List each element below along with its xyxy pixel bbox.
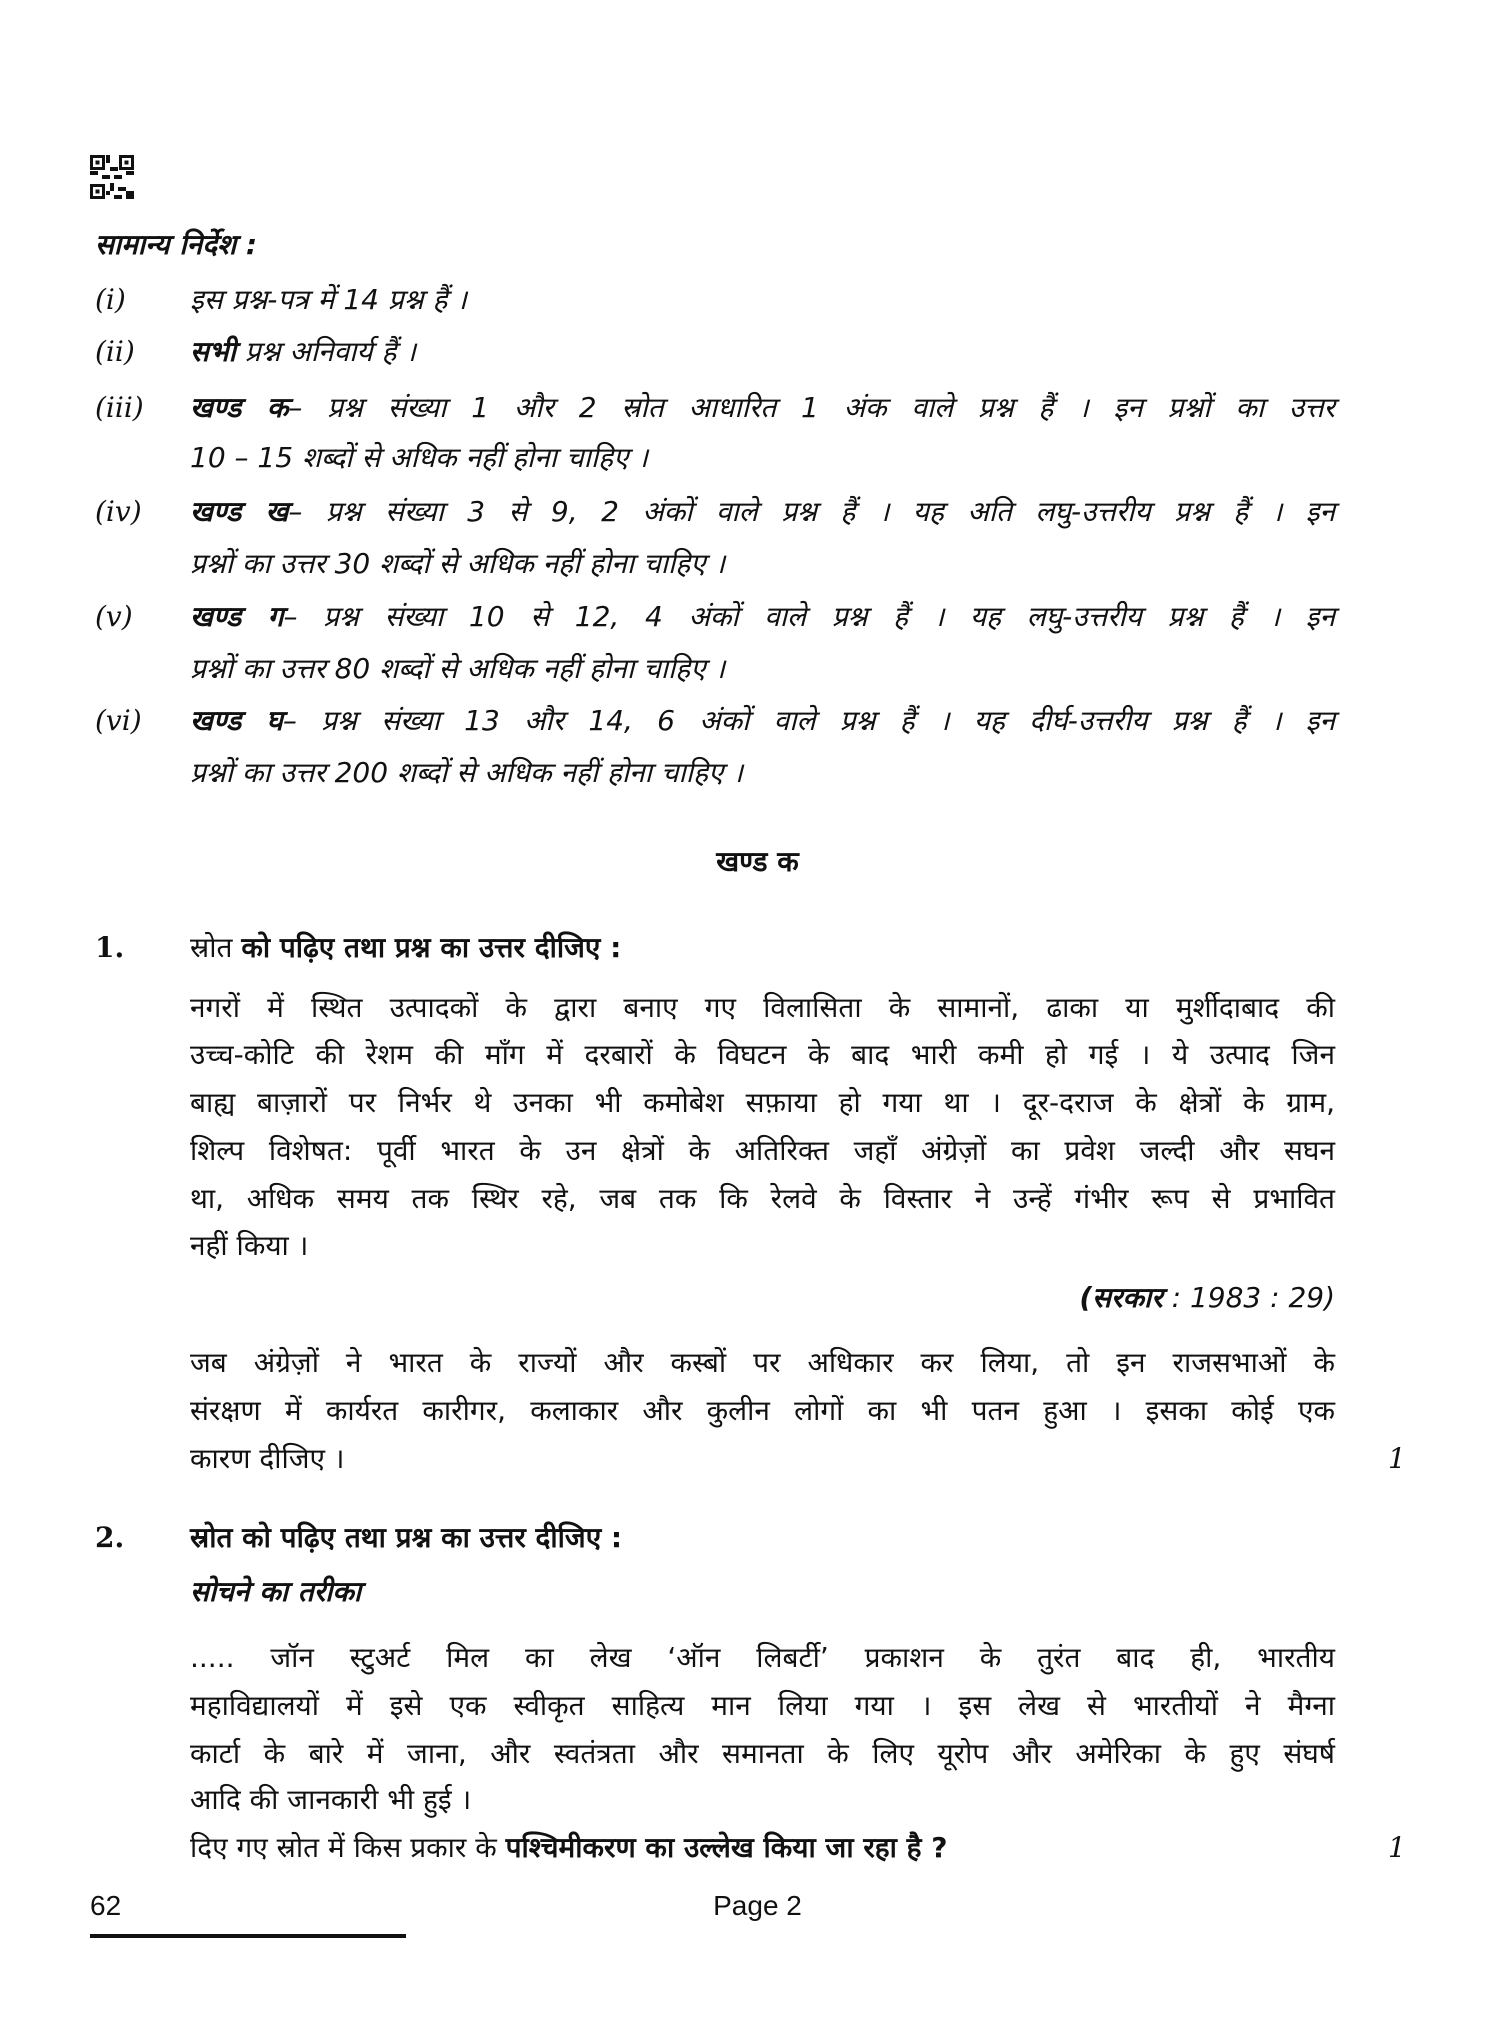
paper-code: 62 [90, 1890, 122, 1921]
instruction-text: इस प्रश्न-पत्र में 14 प्रश्न हैं । [190, 283, 467, 316]
instruction-line [190, 492, 1335, 532]
marks: 1 [1388, 1442, 1406, 1475]
instruction-lead: खण्ड ग [190, 600, 284, 633]
instruction-line [190, 649, 725, 689]
section-title: खण्ड क [716, 845, 799, 878]
source-line: नगरों में स्थित उत्पादकों के द्वारा बनाए गए विलासिता के सामानों, ढाका या मुर्शीदाबाद की [190, 991, 1335, 1024]
question-number: 2. [95, 1521, 125, 1554]
marks: 1 [1388, 1831, 1406, 1864]
instruction-line [190, 438, 648, 478]
source-line: ..... जॉन स्टुअर्ट मिल का लेख ‘ऑन लिबर्टी’ प्रकाशन के तुरंत बाद ही, भारतीय [190, 1641, 1335, 1674]
citation-year: : 1983 : 29) [1162, 1281, 1335, 1314]
instruction-line [190, 544, 725, 584]
source-line: महाविद्यालयों में इसे एक स्वीकृत साहित्य मान लिया गया । इस लेख से भारतीयों ने मैग्ना [190, 1689, 1335, 1722]
instruction-text: प्रश्नों का उत्तर 80 शब्दों से अधिक नहीं होना चाहिए । [190, 652, 726, 685]
question-line: कारण दीजिए । [190, 1442, 345, 1475]
instruction-lead: खण्ड ख [190, 495, 289, 528]
instruction-line [190, 332, 416, 372]
source-citation [1079, 1278, 1335, 1318]
instruction-lead: खण्ड क [190, 391, 289, 424]
instruction-text: प्रश्नों का उत्तर 200 शब्दों से अधिक नहीं होना चाहिए । [190, 756, 743, 789]
question-text: दिए गए स्रोत में किस प्रकार के [190, 1831, 506, 1864]
instruction-text: 10 – 15 शब्दों से अधिक नहीं होना चाहिए । [190, 441, 648, 474]
instruction-text: – प्रश्न संख्या 3 से 9, 2 अंकों वाले प्रश्न हैं । यह अति लघु-उत्तरीय प्रश्न हैं । इन [288, 495, 1335, 528]
instruction-line [190, 388, 1335, 428]
source-line: उच्च-कोटि की रेशम की माँग में दरबारों के विघटन के बाद भारी कमी हो गई । ये उत्पाद जिन [190, 1038, 1335, 1071]
instruction-text: प्रश्न अनिवार्य हैं । [235, 335, 416, 368]
instruction-text: – प्रश्न संख्या 13 और 14, 6 अंकों वाले प्रश्न हैं । यह दीर्घ-उत्तरीय प्रश्न हैं । इन [282, 704, 1336, 737]
instruction-number: (iv) [95, 495, 142, 528]
instructions-title: सामान्य निर्देश : [95, 228, 258, 261]
question-prompt: स्रोत को पढ़िए तथा प्रश्न का उत्तर दीजिए : [190, 1521, 623, 1554]
source-line: शिल्प विशेषत: पूर्वी भारत के उन क्षेत्रों के अतिरिक्त जहाँ अंग्रेज़ों का प्रवेश जल्दी और सघन [190, 1134, 1335, 1167]
instruction-number: (v) [95, 600, 133, 633]
source-heading: सोचने का तरीका [190, 1575, 362, 1608]
instruction-line [190, 753, 743, 793]
source-line: आदि की जानकारी भी हुई । [190, 1783, 472, 1816]
prompt-text: स्रोत [190, 931, 242, 964]
qr-code [90, 155, 134, 199]
instruction-number: (iii) [95, 391, 144, 424]
source-line: कार्टा के बारे में जाना, और स्वतंत्रता और समानता के लिए यूरोप और अमेरिका के हुए संघर्ष [190, 1737, 1335, 1770]
instruction-number: (ii) [95, 335, 135, 368]
citation-author: (सरकार [1079, 1281, 1163, 1314]
instruction-line [190, 701, 1335, 741]
footer-rule [90, 1934, 406, 1938]
question-line: संरक्षण में कार्यरत कारीगर, कलाकार और कुलीन लोगों का भी पतन हुआ । इसका कोई एक [190, 1394, 1335, 1427]
question-number: 1. [95, 931, 125, 964]
question-line [190, 1828, 948, 1868]
page-number: Page 2 [713, 1890, 802, 1921]
instruction-line [190, 280, 467, 320]
source-line: नहीं किया । [190, 1229, 309, 1262]
instruction-lead: सभी [190, 335, 236, 368]
question-line: जब अंग्रेज़ों ने भारत के राज्यों और कस्बों पर अधिकार कर लिया, तो इन राजसभाओं के [190, 1346, 1335, 1379]
prompt-text-bold: को पढ़िए तथा प्रश्न का उत्तर दीजिए : [241, 931, 622, 964]
instruction-number: (i) [95, 283, 126, 316]
source-line: था, अधिक समय तक स्थिर रहे, जब तक कि रेलवे के विस्तार ने उन्हें गंभीर रूप से प्रभावित [190, 1182, 1335, 1215]
question-prompt [190, 928, 621, 968]
source-line: बाह्य बाज़ारों पर निर्भर थे उनका भी कमोबेश सफ़ाया हो गया था । दूर-दराज के क्षेत्रों के ग्राम, [190, 1086, 1335, 1119]
question-text-bold: पश्चिमीकरण का उल्लेख किया जा रहा है ? [505, 1831, 948, 1864]
instruction-text: प्रश्नों का उत्तर 30 शब्दों से अधिक नहीं होना चाहिए । [190, 547, 726, 580]
instruction-lead: खण्ड घ [190, 704, 283, 737]
instruction-number: (vi) [95, 704, 142, 737]
instruction-line [190, 597, 1335, 637]
instruction-text: – प्रश्न संख्या 10 से 12, 4 अंकों वाले प्रश्न हैं । यह लघु-उत्तरीय प्रश्न हैं । इन [283, 600, 1335, 633]
instruction-text: – प्रश्न संख्या 1 और 2 स्रोत आधारित 1 अंक वाले प्रश्न हैं । इन प्रश्नों का उत्तर [288, 391, 1336, 424]
